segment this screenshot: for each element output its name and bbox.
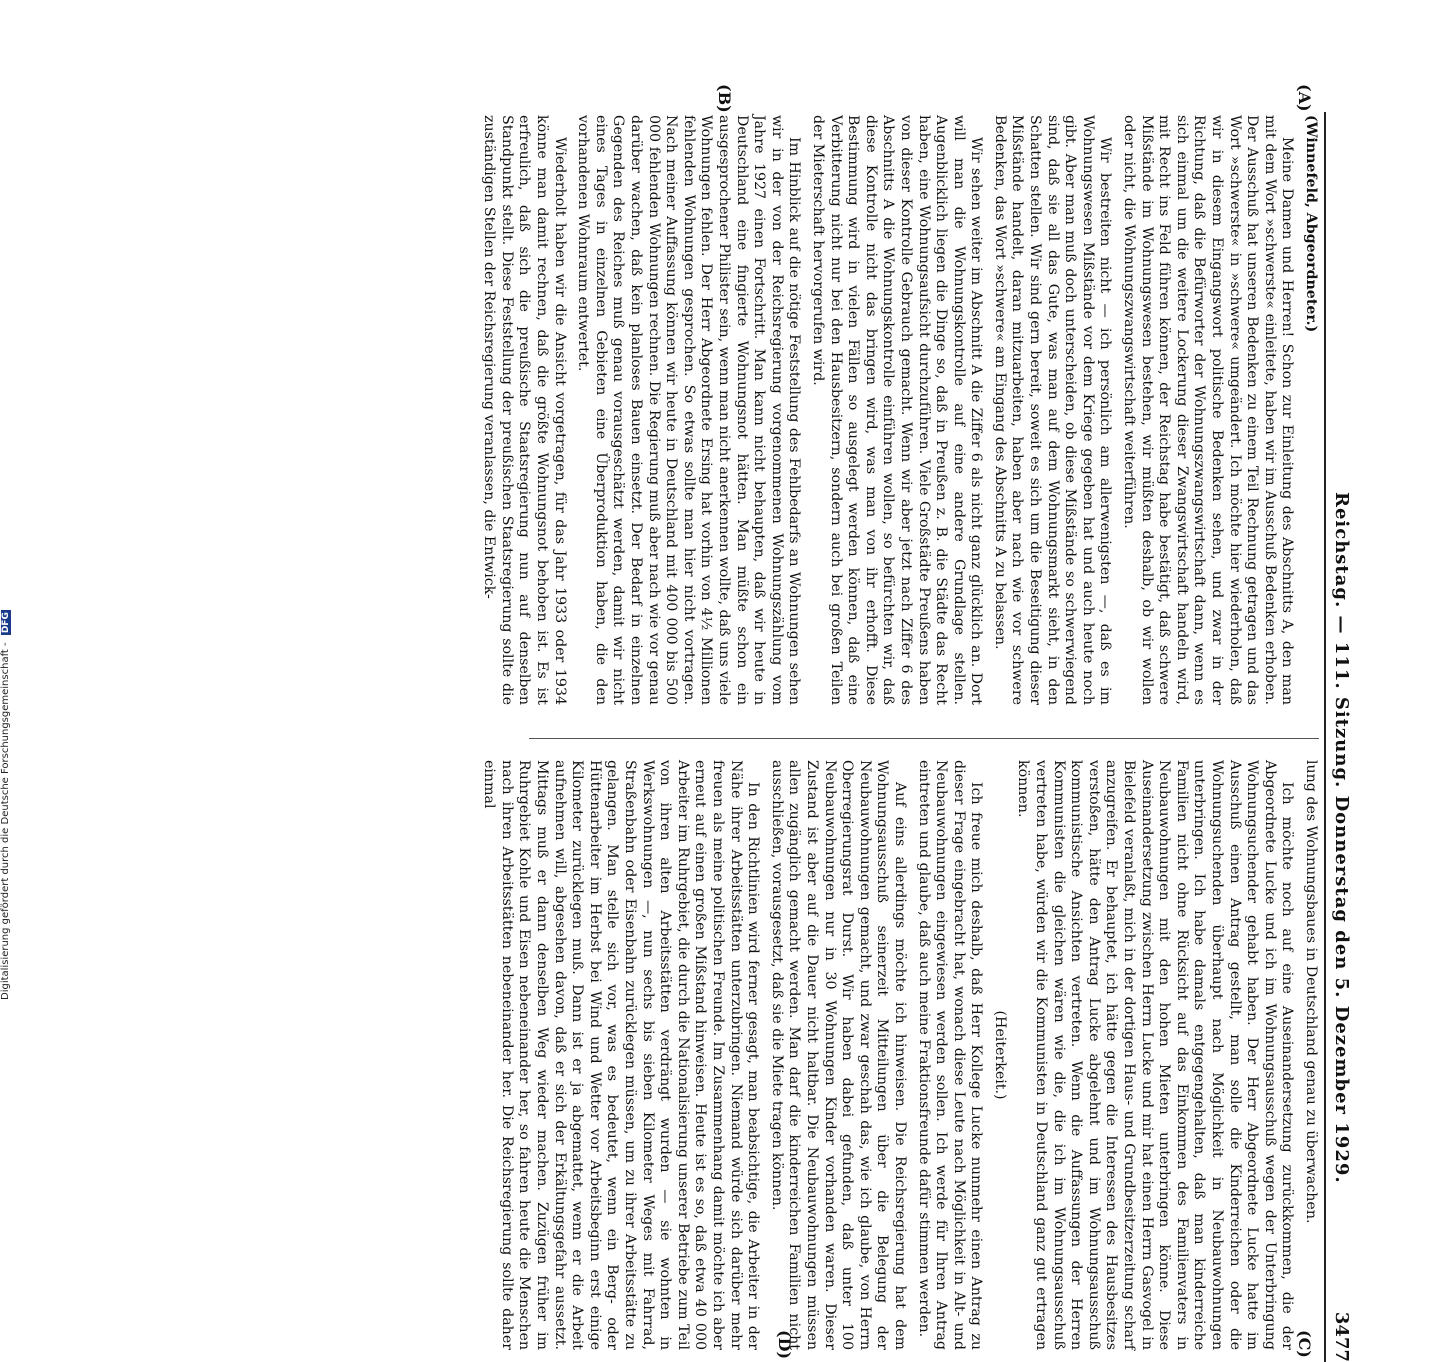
column-divider bbox=[529, 738, 1319, 739]
paragraph: Im Hinblick auf die nötige Feststellung des Fehlbedarfs an Wohnungen sehen wir in der von der Reichsregierung vorgenommenen Wohnungszählung vom Jahre 1927 einen Fortschritt. Man kann nicht behaupten, daß wir heute in Deutschland eine fingierte Wohnungsnot hätten. Man müßte schon ein ausgesprochener Philister sein, wenn man nicht anerkennen wollte, daß uns viele Wohnungen fehlen. Der Herr Abgeordnete Ersing hat vorhin von 4½ Millionen fehlenden Wohnungen gesprochen. So etwas sollte man hier nicht vortragen. Nach meiner Auffassung können wir heute in Deutschland mit 400 000 bis 500 000 fehlenden Wohnungen rechnen. Die Regierung muß aber nach wie vor genau darüber wachen, daß kein planloses Bauen einsetzt. Der Bedarf in einzelnen Gegenden des Reiches muß genau vorausgeschätzt werden, damit wir nicht eines Tages in einzelnen Gebieten eine Überproduktion haben, die den vorhandenen Wohnraum entwertet. bbox=[575, 115, 803, 705]
page-header bbox=[1324, 112, 1354, 1362]
paragraph: Ich möchte noch auf eine Auseinandersetzung zurückkommen, die der Abgeordnete Lucke und ich im Wohnungsausschuß wegen der Unterbringung Wohnungsuchender gehabt haben. Der Herr Abgeordnete Lucke hatte im Ausschuß einen Antrag gestellt, man solle die Kinderreichen oder die Wohnungsuchenden überhaupt nach Möglichkeit in Neubauwohnungen unterbringen. Ich habe damals entgegengehalten, daß man kinderreiche Familien nicht ohne Rücksicht auf das Einkommen des Familienvaters in Neubauwohnungen mit den hohen Mieten unterbringen könne. Diese Auseinandersetzung zwischen Herrn Lucke und mir hat einen Herrn Gasvogel in Bielefeld veranlaßt, mich in der dortigen Haus- und Grundbesitzerzeitung scharf anzugreifen. Er behauptet, ich hätte gegen die Interessen des Hausbesitzes verstoßen, hätte den Antrag Lucke abgelehnt und im Wohnungsausschuß kommunistische Ansichten vertreten. Wenn die Auffassungen der Herren Kommunisten die gleichen wären wie die, die ich im Wohnungsausschuß vertreten habe, würden wir die Kommunisten in Deutschland ganz gut ertragen können. bbox=[1015, 760, 1296, 1350]
credit-text bbox=[0, 610, 11, 1000]
interjection: (Heiterkeit.) bbox=[991, 1010, 1008, 1100]
margin-marker-d: (D) bbox=[775, 1330, 794, 1360]
paragraph: In den Richtlinien wird ferner gesagt, man beabsichtige, die Arbeiter in der Nähe ihrer Arbeitsstätten unterzubringen. Niemand würde sich darüber mehr freuen als meine politischen Freunde. Im Zusammenhang damit möchte ich aber erneut auf einen großen Mißstand hinweisen. Heute ist es so, daß etwa 40 000 Arbeiter im Ruhrgebiet, die durch die Nationalisierung unserer Betriebe zum Teil von ihren alten Arbeitsstätten verdrängt wurden — sie wohnten in Werkswohnungen —, nun sechs bis sieben Kilometer Weges mit Fahrrad, Straßenbahn oder Eisenbahn zurücklegen müssen, um zu ihrer Arbeitsstätte zu gelangen. Man stelle sich vor, was es bedeutet, wenn ein Berg- oder Hüttenarbeiter im Herbst bei Wind und Wetter vor Arbeitsbeginn erst einige Kilometer zurücklegen muß. Dann ist er ja abgemattet, wenn er die Arbeit aufnehmen will, abgesehen davon, daß er sich der Erkältungsgefahr aussetzt. Mittags muß er dann denselben Weg wieder machen. Zuzügen früher im Ruhrgebiet Kohle und Eisen nebeneinander her, so fahren heute die Menschen nach ihren Arbeitsstätten nebeneinander her. Die Reichsregierung sollte daher einmal bbox=[481, 760, 762, 1350]
credit-label: Digitalisierung gefördert durch die Deutsche Forschungsgemeinschaft - bbox=[0, 642, 11, 1000]
margin-marker-a: (A) bbox=[1295, 84, 1314, 112]
paragraph: Wiederholt haben wir die Ansicht vorgetragen, für das Jahr 1933 oder 1934 könne man damit rechnen, daß die größte Wohnungsnot behoben ist. Es ist erfreulich, daß sich die preußische Staatsregierung nun auf denselben Standpunkt stellt. Diese Feststellung der preußischen Staatsregierung sollte die zuständigen Stellen der Reichsregierung veranlassen, die Entwick- bbox=[481, 115, 568, 705]
paragraph: lung des Wohnungsbaues in Deutschland genau zu überwachen. bbox=[1303, 760, 1319, 1224]
speaker-name: (Winnefeld, Abgeordneter.) bbox=[1303, 115, 1319, 333]
left-column bbox=[481, 115, 1319, 705]
paragraph: Wir bestreiten nicht — ich persönlich am allerwenigsten —, daß es im Wohnungswesen Mißstände vor dem Kriege gegeben hat und auch heute noch gibt. Aber man muß doch unterscheiden, ob diese Mißstände so schwerwiegend sind, daß sie all das Gute, was man auf dem Wohnungsmarkt sieht, in den Schatten stellen. Wir sind gern bereit, soweit es sich um die Beseitigung dieser Mißstände handelt, daran mitzuarbeiten, haben aber nach wie vor schwere Bedenken, das Wort »schwere« am Eingang des Abschnitts A zu belassen. bbox=[991, 115, 1114, 705]
header-title: Reichstag. — 111. Sitzung. Donnerstag den 5. Dezember 1929. bbox=[1331, 492, 1352, 1184]
paragraph: Auf eins allerdings möchte ich hinweisen. Die Reichsregierung hat dem Wohnungsausschuß seinerzeit Mitteilungen über die Belegung der Neubauwohnungen gemacht, und zwar geschah das, wie ich glaube, von Herrn Oberregierungsrat Durst. Wir haben dabei gefunden, daß unter 100 Neubauwohnungen nur in 30 Wohnungen Kinder vorhanden waren. Dieser Zustand ist aber auf die Dauer nicht haltbar. Die Neubauwohnungen müssen allen zugänglich gemacht werden. Man darf die kinderreichen Familien nicht ausschließen, vorausgesetzt, daß sie die Miete tragen können. bbox=[768, 760, 908, 1350]
margin-marker-b: (B) bbox=[715, 84, 734, 113]
digitization-credit bbox=[0, 600, 14, 1000]
page-number: 3477 bbox=[1331, 1311, 1352, 1362]
margin-marker-c: (C) bbox=[1295, 1330, 1314, 1358]
paragraph: Ich freue mich deshalb, daß Herr Kollege Lucke nunmehr einen Antrag zu dieser Frage eingebracht hat, wonach diese Leute nach Möglichkeit in Alt- und Neubauwohnungen eingewiesen werden sollen. Ich werde für Ihren Antrag eintreten und glaube, daß auch meine Fraktionsfreunde dafür stimmen werden. bbox=[915, 760, 985, 1350]
paragraph: Meine Damen und Herren! Schon zur Einleitung des Abschnitts A, den man mit dem Wort »schwerste« einleitete, haben wir im Ausschuß Bedenken erhoben. Der Ausschuß hat unseren Bedenken zu einem Teil Rechnung getragen und das Wort »schwerste« in »schwere« umgeändert. Ich möchte hier wiederholen, daß wir in diesem Eingangswort politische Bedenken sehen, und zwar in der Richtung, daß die Befürworter der Wohnungszwangswirtschaft dann, wenn es sich einmal um die weitere Lockerung dieser Zwangswirtschaft handeln wird, mit Recht ins Feld führen können, der Reichstag habe bestätigt, daß schwere Mißstände im Wohnungswesen bestehen, wir müßten deshalb, ob wir wollen oder nicht, die Wohnungszwangswirtschaft weiterführen. bbox=[1121, 115, 1296, 705]
paragraph: Wir sehen weiter im Abschnitt A die Ziffer 6 als nicht ganz glücklich an. Dort will man die Wohnungskontrolle auf eine andere Grundlage stellen. Augenblicklich liegen die Dinge so, daß in Preußen z. B. die Städte das Recht haben, eine Wohnungsaufsicht durchzuführen. Viele Großstädte Preußens haben von dieser Kontrolle Gebrauch gemacht. Wenn wir aber jetzt nach Ziffer 6 des Abschnitts A die Wohnungskontrolle einführen wollen, so befürchten wir, daß diese Kontrolle nicht das bringen wird, was man von ihr erhofft. Diese Bestimmung wird in vielen Fällen so ausgelegt werden können, daß eine Verbitterung nicht nur bei den Hausbesitzern, sondern auch bei großen Teilen der Mieterschaft hervorgerufen wird. bbox=[809, 115, 985, 705]
dfg-logo-icon: DFG bbox=[1, 612, 11, 634]
right-column bbox=[481, 760, 1319, 1350]
